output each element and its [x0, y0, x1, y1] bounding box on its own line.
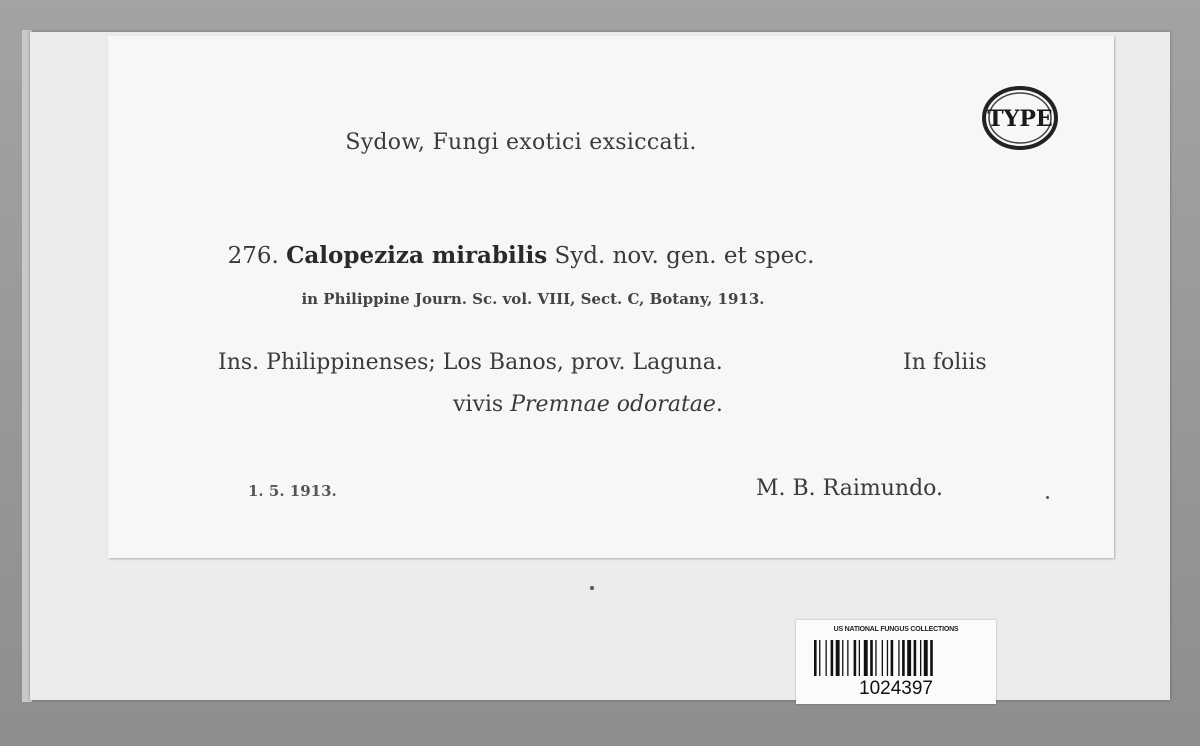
barcode-stripe — [826, 640, 827, 676]
barcode-label — [796, 620, 996, 704]
barcode-stripe — [864, 640, 868, 676]
exsiccata-heading: Sydow, Fungi exotici exsiccati. — [345, 130, 697, 155]
barcode-stripe — [847, 640, 848, 676]
type-stamp-text: TYPE — [987, 106, 1053, 132]
host-prefix: In foliis — [903, 350, 987, 375]
barcode-stripe — [920, 640, 921, 676]
host-line — [453, 392, 723, 417]
host-period: . — [715, 392, 723, 417]
species-name: Calopeziza mirabilis — [286, 242, 548, 269]
specimen-label-card — [108, 36, 1114, 558]
host-vivis: vivis — [453, 392, 504, 417]
barcode-stripe — [842, 640, 843, 676]
barcode-stripe — [859, 640, 860, 676]
barcode-stripe — [902, 640, 905, 676]
type-stamp-icon — [980, 84, 1060, 156]
barcode-stripe — [882, 640, 883, 676]
host-name: Premnae odoratae — [510, 392, 716, 417]
barcode-stripe — [891, 640, 894, 676]
barcode-stripe — [831, 640, 834, 676]
barcode-stripe — [836, 640, 840, 676]
barcode-stripe — [924, 640, 928, 676]
paper-speck — [1046, 496, 1049, 499]
barcode-institution: US NATIONAL FUNGUS COLLECTIONS — [833, 626, 959, 633]
collection-date: 1. 5. 1913. — [248, 482, 337, 500]
locality-text: Ins. Philippinenses; Los Banos, prov. Laguna. — [218, 350, 723, 375]
barcode-stripe — [819, 640, 820, 676]
barcode-stripe — [870, 640, 873, 676]
barcode-number: 1024397 — [859, 678, 933, 699]
species-number: 276. — [227, 243, 279, 269]
barcode-stripe — [930, 640, 933, 676]
species-line — [18, 242, 1024, 269]
publication-citation: in Philippine Journ. Sc. vol. VIII, Sect. C, Botany, 1913. — [301, 290, 765, 308]
barcode-stripe — [898, 640, 899, 676]
barcode-stripe — [814, 640, 817, 676]
collector-name: M. B. Raimundo. — [756, 476, 944, 501]
barcode-stripe — [887, 640, 888, 676]
species-authority: Syd. nov. gen. et spec. — [554, 243, 815, 269]
barcode-icon — [814, 640, 978, 676]
barcode-stripe — [907, 640, 911, 676]
paper-speck — [590, 586, 594, 590]
barcode-stripe — [875, 640, 876, 676]
barcode-stripe — [854, 640, 857, 676]
barcode-stripe — [914, 640, 917, 676]
